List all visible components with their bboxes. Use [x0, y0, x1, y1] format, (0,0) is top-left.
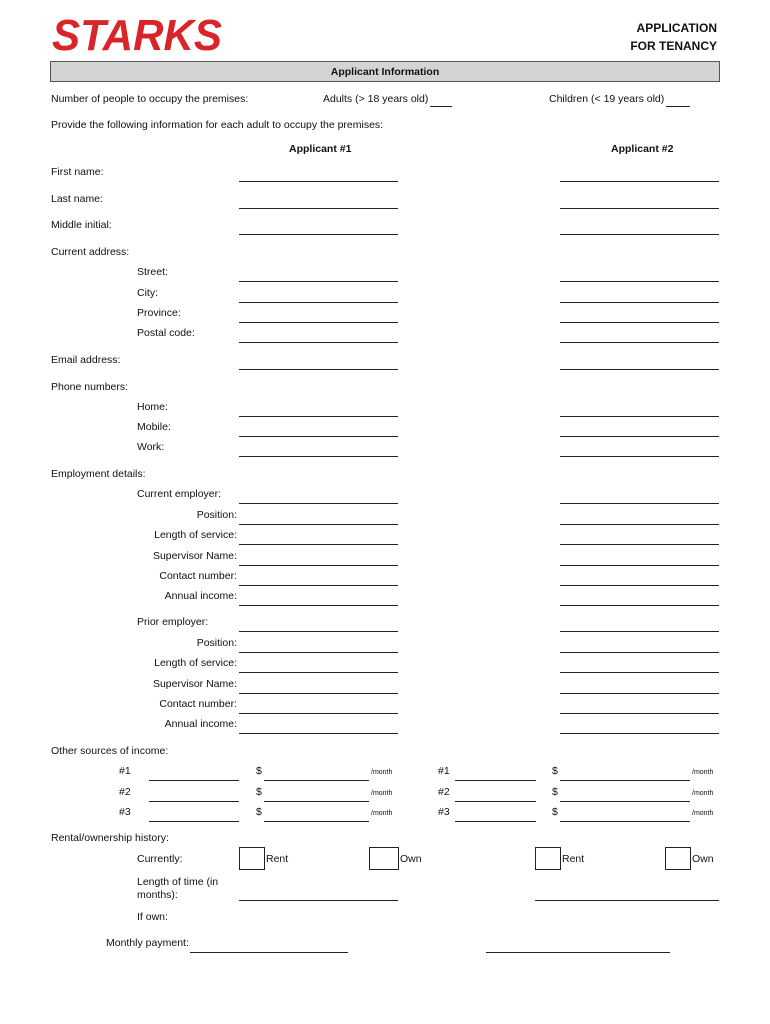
- section-header-bar: [50, 61, 720, 82]
- income-item-1-label-a1: #1: [119, 765, 131, 777]
- first-name-label: First name:: [51, 166, 104, 178]
- occupants-label: Number of people to occupy the premises:: [51, 93, 249, 105]
- first-name-field-a2[interactable]: [560, 181, 719, 182]
- middle-initial-field-a1[interactable]: [239, 234, 398, 235]
- prior-employer-field-a1[interactable]: [239, 631, 398, 632]
- income-item-2-label-a1: #2: [119, 786, 131, 798]
- currently-label: Currently:: [137, 853, 183, 865]
- prior-length-of-service-field-a1[interactable]: [239, 672, 398, 673]
- prior-contact-label: Contact number:: [159, 698, 237, 710]
- income-item-2-amount-a2[interactable]: [560, 801, 690, 802]
- current-length-of-service-label: Length of service:: [154, 529, 237, 541]
- income-item-2-currency-a2: $: [552, 786, 558, 798]
- income-item-2-per-a1: /month: [371, 790, 393, 797]
- email-field-a2[interactable]: [560, 369, 719, 370]
- section-title: Applicant Information: [330, 66, 440, 78]
- first-name-field-a1[interactable]: [239, 181, 398, 182]
- current-annual-income-field-a1[interactable]: [239, 605, 398, 606]
- income-item-1-currency-a1: $: [256, 765, 262, 777]
- instruction-text: Provide the following information for each adult to occupy the premises:: [51, 119, 384, 131]
- home-phone-field-a2[interactable]: [560, 416, 719, 417]
- length-of-time-label: Length of time (in months):: [137, 876, 219, 901]
- doc-title-line2: FOR TENANCY: [630, 39, 717, 53]
- current-employer-field-a2[interactable]: [560, 503, 719, 504]
- current-length-of-service-field-a2[interactable]: [560, 544, 719, 545]
- current-position-field-a2[interactable]: [560, 524, 719, 525]
- current-position-field-a1[interactable]: [239, 524, 398, 525]
- doc-title-line1: APPLICATION: [636, 21, 717, 35]
- work-phone-label: Work:: [137, 441, 165, 453]
- current-supervisor-label: Supervisor Name:: [152, 550, 237, 562]
- income-item-1-amount-a2[interactable]: [560, 780, 690, 781]
- street-label: Street:: [137, 266, 168, 278]
- street-field-a1[interactable]: [239, 281, 398, 282]
- income-item-3-label-a2: #3: [438, 806, 450, 818]
- length-of-time-field-a2[interactable]: [535, 900, 719, 901]
- home-phone-label: Home:: [137, 401, 168, 413]
- prior-supervisor-field-a2[interactable]: [560, 693, 719, 694]
- last-name-label: Last name:: [51, 193, 103, 205]
- province-field-a2[interactable]: [560, 322, 719, 323]
- work-phone-field-a2[interactable]: [560, 456, 719, 457]
- prior-length-of-service-label: Length of service:: [154, 657, 237, 669]
- income-item-1-source-a2[interactable]: [455, 780, 536, 781]
- income-item-2-per-a2: /month: [692, 790, 714, 797]
- prior-position-field-a1[interactable]: [239, 652, 398, 653]
- employment-details-label: Employment details:: [51, 468, 146, 480]
- rent-checkbox-a2[interactable]: [535, 847, 561, 870]
- middle-initial-label: Middle initial:: [51, 219, 112, 231]
- mobile-phone-field-a1[interactable]: [239, 436, 398, 437]
- adults-label: Adults (> 18 years old): [323, 93, 429, 105]
- own-label-a1: Own: [400, 853, 422, 865]
- if-own-label: If own:: [137, 911, 168, 923]
- city-field-a1[interactable]: [239, 302, 398, 303]
- current-contact-label: Contact number:: [159, 570, 237, 582]
- income-item-3-source-a1[interactable]: [149, 821, 239, 822]
- rent-label-a1: Rent: [266, 853, 289, 865]
- income-item-1-per-a1: /month: [371, 769, 393, 776]
- current-supervisor-field-a1[interactable]: [239, 565, 398, 566]
- rent-checkbox-a1[interactable]: [239, 847, 265, 870]
- income-item-2-source-a2[interactable]: [455, 801, 536, 802]
- middle-initial-field-a2[interactable]: [560, 234, 719, 235]
- city-label: City:: [137, 287, 158, 299]
- income-item-3-per-a2: /month: [692, 810, 714, 817]
- monthly-payment-field-a2[interactable]: [486, 952, 670, 953]
- monthly-payment-field-a1[interactable]: [190, 952, 348, 953]
- street-field-a2[interactable]: [560, 281, 719, 282]
- income-item-1-per-a2: /month: [692, 769, 714, 776]
- last-name-field-a2[interactable]: [560, 208, 719, 209]
- income-item-3-source-a2[interactable]: [455, 821, 536, 822]
- income-item-3-amount-a2[interactable]: [560, 821, 690, 822]
- income-item-1-source-a1[interactable]: [149, 780, 239, 781]
- prior-position-label: Position:: [196, 637, 237, 649]
- own-checkbox-a2[interactable]: [665, 847, 691, 870]
- current-annual-income-label: Annual income:: [164, 590, 237, 602]
- current-employer-label: Current employer:: [137, 488, 222, 500]
- city-field-a2[interactable]: [560, 302, 719, 303]
- income-item-1-label-a2: #1: [438, 765, 450, 777]
- applicant-2-heading: Applicant #2: [611, 143, 674, 155]
- income-item-3-amount-a1[interactable]: [264, 821, 369, 822]
- prior-length-of-service-field-a2[interactable]: [560, 672, 719, 673]
- current-contact-field-a2[interactable]: [560, 585, 719, 586]
- rental-history-label: Rental/ownership history:: [51, 832, 169, 844]
- starks-logo: [50, 10, 225, 56]
- income-item-3-currency-a1: $: [256, 806, 262, 818]
- rent-label-a2: Rent: [562, 853, 585, 865]
- home-phone-field-a1[interactable]: [239, 416, 398, 417]
- phone-numbers-label: Phone numbers:: [51, 381, 129, 393]
- applicant-1-heading: Applicant #1: [289, 143, 352, 155]
- postal-code-field-a1[interactable]: [239, 342, 398, 343]
- mobile-phone-field-a2[interactable]: [560, 436, 719, 437]
- current-annual-income-field-a2[interactable]: [560, 605, 719, 606]
- income-item-1-amount-a1[interactable]: [264, 780, 369, 781]
- province-label: Province:: [137, 307, 181, 319]
- email-label: Email address:: [51, 354, 121, 366]
- income-item-2-amount-a1[interactable]: [264, 801, 369, 802]
- email-field-a1[interactable]: [239, 369, 398, 370]
- prior-employer-label: Prior employer:: [137, 616, 209, 628]
- postal-code-field-a2[interactable]: [560, 342, 719, 343]
- current-length-of-service-field-a1[interactable]: [239, 544, 398, 545]
- income-item-3-label-a1: #3: [119, 806, 131, 818]
- children-count-field[interactable]: [666, 106, 690, 107]
- prior-position-field-a2[interactable]: [560, 652, 719, 653]
- own-checkbox-a1[interactable]: [369, 847, 399, 870]
- income-item-2-label-a2: #2: [438, 786, 450, 798]
- last-name-field-a1[interactable]: [239, 208, 398, 209]
- prior-supervisor-field-a1[interactable]: [239, 693, 398, 694]
- income-item-2-source-a1[interactable]: [149, 801, 239, 802]
- length-of-time-field-a1[interactable]: [239, 900, 398, 901]
- current-contact-field-a1[interactable]: [239, 585, 398, 586]
- prior-supervisor-label: Supervisor Name:: [152, 678, 237, 690]
- current-address-label: Current address:: [51, 246, 130, 258]
- income-item-1-currency-a2: $: [552, 765, 558, 777]
- adults-count-field[interactable]: [430, 106, 452, 107]
- prior-annual-income-field-a1[interactable]: [239, 733, 398, 734]
- prior-annual-income-label: Annual income:: [164, 718, 237, 730]
- children-label: Children (< 19 years old): [549, 93, 665, 105]
- income-item-3-currency-a2: $: [552, 806, 558, 818]
- work-phone-field-a1[interactable]: [239, 456, 398, 457]
- own-label-a2: Own: [692, 853, 714, 865]
- prior-contact-field-a2[interactable]: [560, 713, 719, 714]
- current-employer-field-a1[interactable]: [239, 503, 398, 504]
- other-income-label: Other sources of income:: [51, 745, 169, 757]
- current-supervisor-field-a2[interactable]: [560, 565, 719, 566]
- postal-code-label: Postal code:: [137, 327, 195, 339]
- income-item-3-per-a1: /month: [371, 810, 393, 817]
- income-item-2-currency-a1: $: [256, 786, 262, 798]
- svg-text:STARKS: STARKS: [52, 11, 222, 56]
- prior-employer-field-a2[interactable]: [560, 631, 719, 632]
- prior-annual-income-field-a2[interactable]: [560, 733, 719, 734]
- mobile-phone-label: Mobile:: [137, 421, 171, 433]
- monthly-payment-label: Monthly payment:: [106, 937, 189, 949]
- prior-contact-field-a1[interactable]: [239, 713, 398, 714]
- current-position-label: Position:: [196, 509, 237, 521]
- province-field-a1[interactable]: [239, 322, 398, 323]
